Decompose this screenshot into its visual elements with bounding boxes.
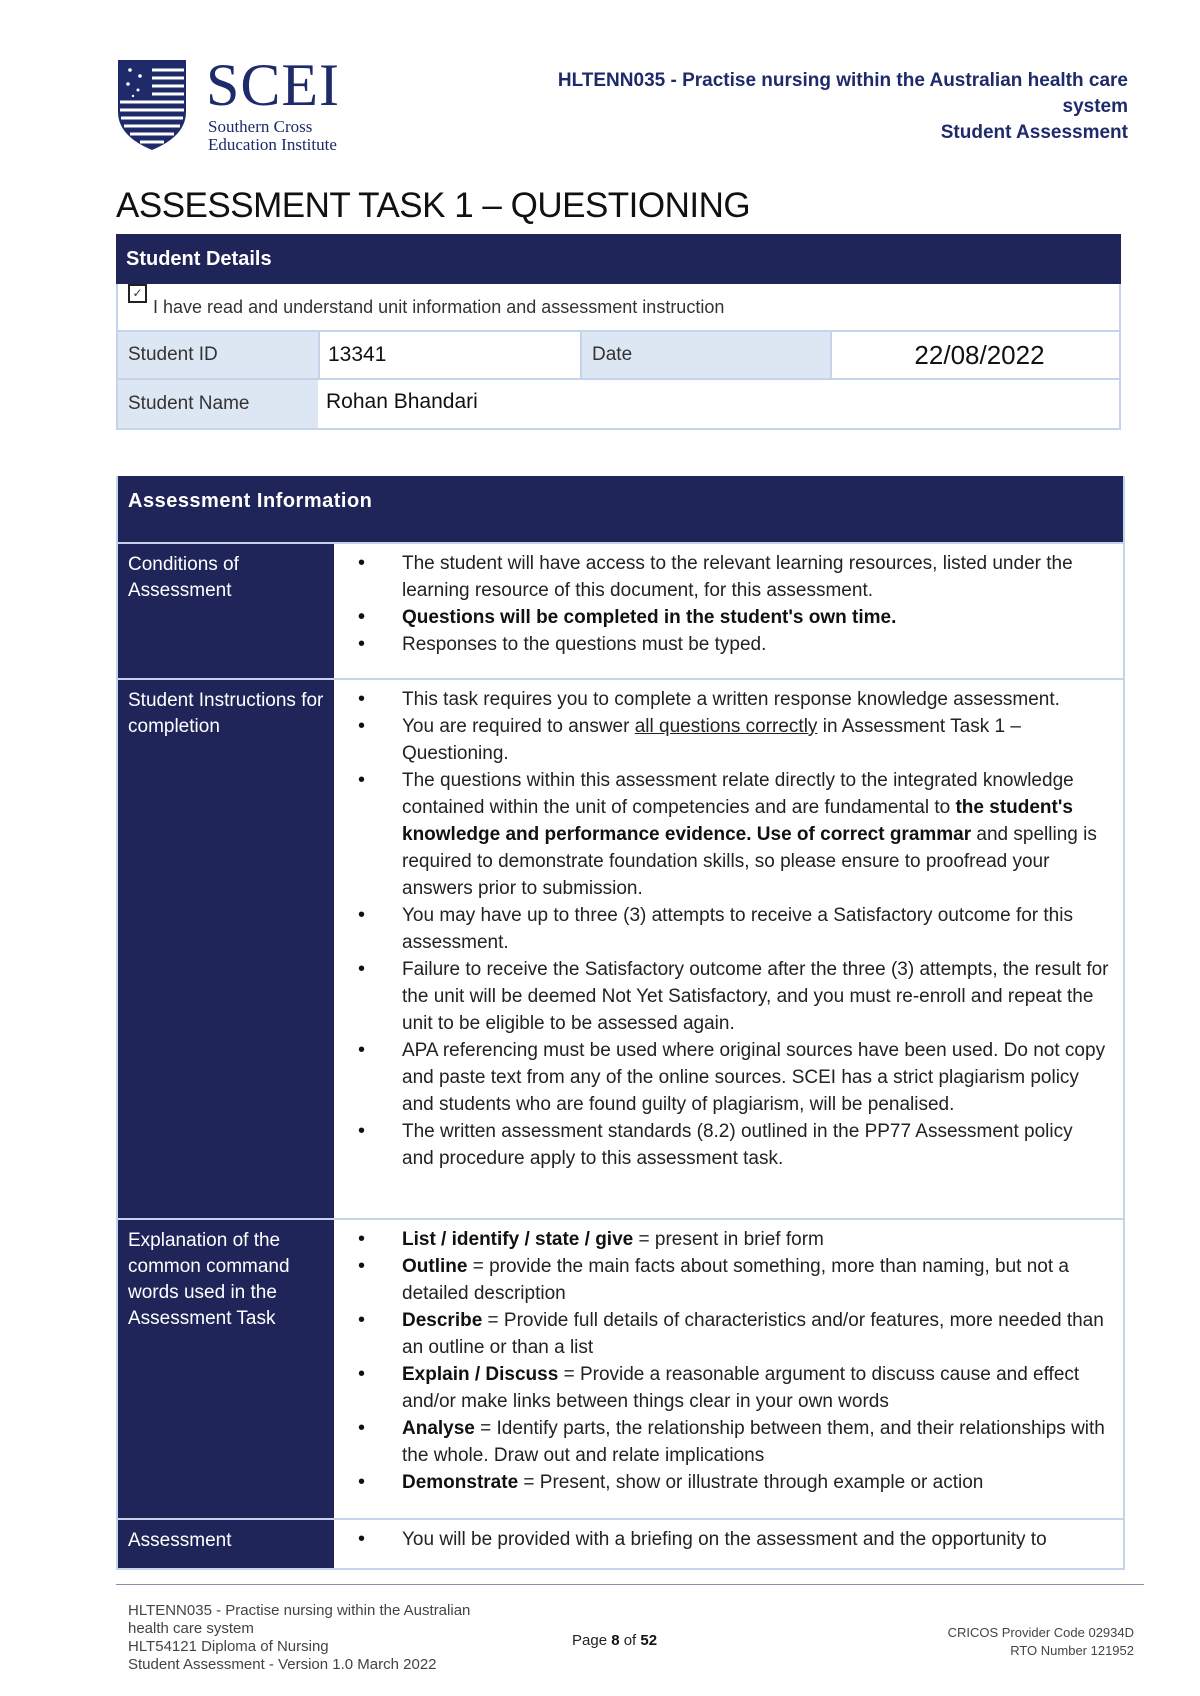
- assessment-info-heading: Assessment Information: [118, 476, 1123, 542]
- assessment-info-table: [116, 476, 1125, 1570]
- list-item: • Responses to the questions must be typed.: [334, 631, 1109, 658]
- explanation-row: [118, 1218, 1123, 1518]
- header-doc-type: Student Assessment: [940, 122, 1128, 143]
- explanation-label: Explanation of the common command words used in the Assessment Task: [118, 1220, 334, 1518]
- conditions-label: Conditions of Assessment: [118, 544, 334, 678]
- declaration-checkbox[interactable]: ✓: [128, 284, 147, 303]
- list-item: • You will be provided with a briefing on the assessment and the opportunity to: [334, 1526, 1109, 1553]
- footer-left: HLTENN035 - Practise nursing within the Australian health care system HLT54121 Diploma of Nursing Student Assessment - Version 1.0 March 2022: [128, 1602, 471, 1673]
- list-item: • The written assessment standards (8.2) outlined in the PP77 Assessment policy and procedure apply to this assessment task.: [334, 1118, 1109, 1172]
- assessment-content: [334, 1520, 1123, 1568]
- student-details-table: [116, 234, 1121, 430]
- list-item: • List / identify / state / give = present in brief form: [334, 1226, 1109, 1253]
- shield-icon: [116, 56, 188, 152]
- list-item: • Describe = Provide full details of characteristics and/or features, more needed than an outline or than a list: [334, 1307, 1109, 1361]
- list-item: • The questions within this assessment relate directly to the integrated knowledge contained within the unit of competencies and are fundamental to the student's knowledge and performance evidence. Use of correct grammar and spelling is required to demonstrate foundation skills, so please ensure to proofread your answers prior to submission.: [334, 767, 1109, 902]
- student-id-row: [116, 332, 1121, 380]
- conditions-row: [118, 542, 1123, 678]
- declaration-row: [116, 284, 1121, 332]
- list-item: • Explain / Discuss = Provide a reasonable argument to discuss cause and effect and/or make links between things clear in your own words: [334, 1361, 1109, 1415]
- assessment-row: [118, 1518, 1123, 1568]
- instructions-row: [118, 678, 1123, 1218]
- list-item: • Analyse = Identify parts, the relationship between them, and their relationships with the whole. Draw out and relate implications: [334, 1415, 1109, 1469]
- student-details-heading: Student Details: [116, 234, 1121, 284]
- footer-right: CRICOS Provider Code 02934D RTO Number 121952: [947, 1625, 1134, 1658]
- date-field[interactable]: 22/08/2022: [914, 340, 1045, 370]
- logo-subtitle: Southern Cross Education Institute: [208, 117, 337, 154]
- instructions-content: [334, 680, 1123, 1218]
- explanation-content: [334, 1220, 1123, 1518]
- student-id-label: Student ID: [118, 332, 320, 378]
- logo-wordmark: SCEI: [206, 52, 341, 118]
- conditions-content: [334, 544, 1123, 678]
- list-item: • Questions will be completed in the student's own time.: [334, 604, 1109, 631]
- document-header: [408, 68, 1128, 146]
- list-item: • This task requires you to complete a written response knowledge assessment.: [334, 686, 1109, 713]
- list-item: • Demonstrate = Present, show or illustrate through example or action: [334, 1469, 1109, 1496]
- scei-logo: [116, 52, 376, 156]
- list-item: • You are required to answer all questions correctly in Assessment Task 1 – Questioning.: [334, 713, 1109, 767]
- list-item: • Failure to receive the Satisfactory outcome after the three (3) attempts, the result for the unit will be deemed Not Yet Satisfactory, and you must re-enroll and repeat the unit to be eligible to be assessed again.: [334, 956, 1109, 1037]
- instructions-label: Student Instructions for completion: [118, 680, 334, 1218]
- student-id-field[interactable]: 13341: [320, 332, 582, 378]
- header-unit-title-cont: system: [1062, 96, 1128, 117]
- date-label: Date: [582, 332, 832, 378]
- header-unit-title: HLTENN035 - Practise nursing within the Australian health care: [557, 70, 1128, 91]
- page-title: ASSESSMENT TASK 1 – QUESTIONING: [116, 186, 751, 225]
- declaration-text: I have read and understand unit information and assessment instruction: [153, 297, 725, 317]
- student-name-field[interactable]: Rohan Bhandari: [326, 390, 478, 413]
- page-number: Page 8 of 52: [572, 1632, 658, 1649]
- footer-divider: [116, 1584, 1144, 1585]
- list-item: • APA referencing must be used where original sources have been used. Do not copy and paste text from any of the online sources. SCEI has a strict plagiarism policy and students who are found guilty of plagiarism, will be penalised.: [334, 1037, 1109, 1118]
- list-item: • You may have up to three (3) attempts to receive a Satisfactory outcome for this assessment.: [334, 902, 1109, 956]
- student-name-row: [116, 380, 1121, 430]
- list-item: • Outline = provide the main facts about something, more than naming, but not a detailed description: [334, 1253, 1109, 1307]
- assessment-label: Assessment: [118, 1520, 334, 1568]
- student-name-label: Student Name: [118, 380, 318, 428]
- list-item: • The student will have access to the relevant learning resources, listed under the learning resource of this document, for this assessment.: [334, 550, 1109, 604]
